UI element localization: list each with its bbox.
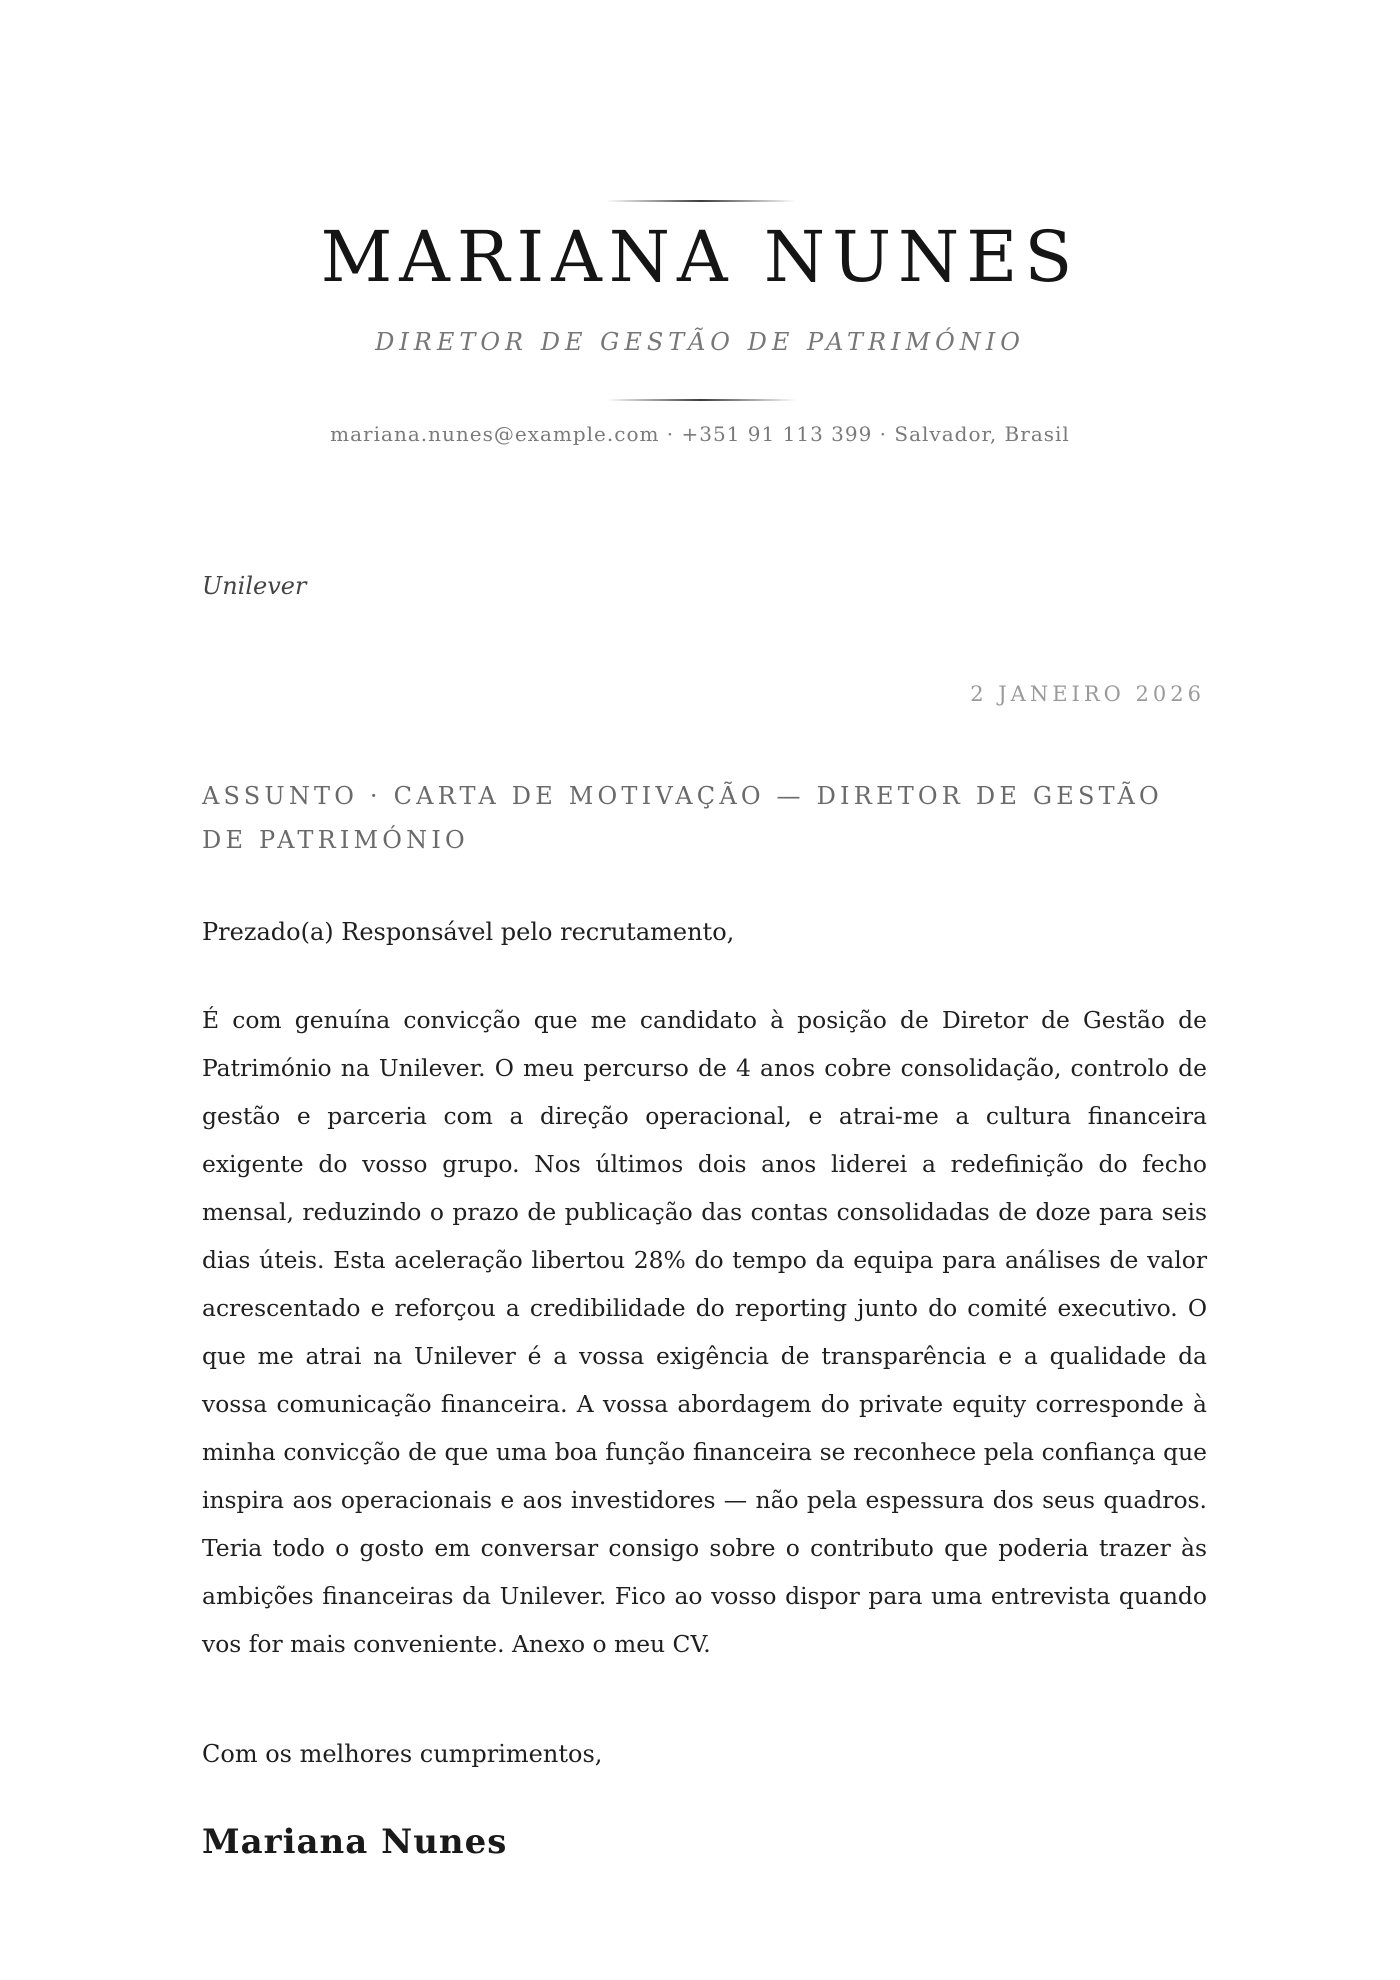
signature: Mariana Nunes: [202, 1822, 508, 1862]
contact-line: mariana.nunes@example.com · +351 91 113 399 · Salvador, Brasil: [330, 422, 1070, 446]
letter-date: 2 JANEIRO 2026: [970, 682, 1205, 706]
applicant-title: DIRETOR DE GESTÃO DE PATRIMÓNIO: [375, 328, 1025, 356]
letter-body: É com genuína convicção que me candidato à posição de Diretor de Gestão de Património na Unilever. O meu percurso de 4 anos cobre consolidação, controlo de gestão e parceria com a direção operacional, e atrai-me a cultura financeira exigente do vosso grupo. Nos últimos dois anos liderei a redefinição do fecho mensal, reduzindo o prazo de publicação das contas consolidadas de doze para seis dias úteis. Esta aceleração libertou 28% do tempo da equipa para análises de valor acrescentado e reforçou a credibilidade do reporting junto do comité executivo. O que me atrai na Unilever é a vossa exigência de transparência e a qualidade da vossa comunicação financeira. A vossa abordagem do private equity corresponde à minha convicção de que uma boa função financeira se reconhece pela confiança que inspira aos operacionais e aos investidores — não pela espessura dos seus quadros. Teria todo o gosto em conversar consigo sobre o contributo que poderia trazer às ambições financeiras da Unilever. Fico ao vosso dispor para uma entrevista quando vos for mais conveniente. Anexo o meu CV.: [202, 1006, 1207, 1658]
salutation: Prezado(a) Responsável pelo recrutamento,: [202, 918, 735, 946]
letter-subject: ASSUNTO · CARTA DE MOTIVAÇÃO — DIRETOR DE GESTÃO DE PATRIMÓNIO: [202, 782, 1163, 854]
recipient-company: Unilever: [202, 572, 307, 600]
closing: Com os melhores cumprimentos,: [202, 1740, 603, 1768]
header-bottom-rule: [606, 399, 796, 401]
header-top-rule: [606, 200, 796, 202]
applicant-name: MARIANA NUNES: [320, 216, 1080, 298]
